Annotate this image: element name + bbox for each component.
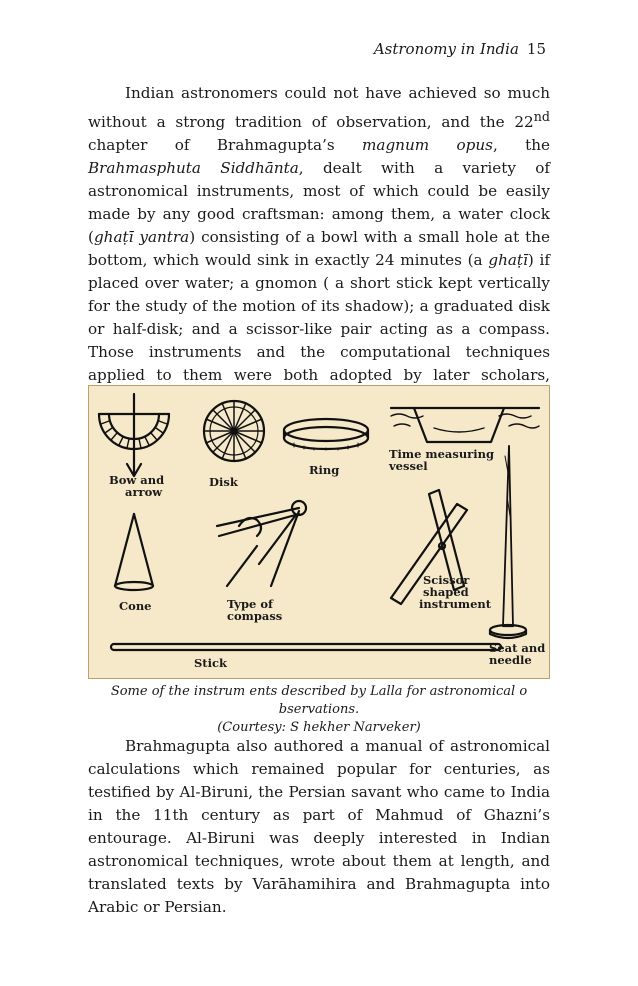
paragraph-instruments (88, 82, 550, 416)
header-title: Astronomy in India (373, 40, 519, 58)
label-stick: Stick (194, 656, 227, 670)
caption-line1: Some of the instrum ents described by Lalla for astronomical o bservations. (110, 684, 528, 717)
ring-drawing (284, 419, 368, 450)
p1-sup-nd: nd (533, 109, 550, 124)
compass-drawing (217, 501, 306, 586)
label-time-line1: Time measuring (389, 447, 495, 461)
time-vessel-drawing (391, 408, 539, 442)
instruments-drawing (89, 386, 551, 680)
p1-italic-siddhanta: Brahmasphuta Siddhānta (88, 159, 299, 178)
label-compass-line2: compass (227, 609, 283, 623)
label-scissor-line2: shaped (423, 585, 469, 599)
paragraph-manual (88, 735, 550, 919)
p1-text-1: Indian astronomers could not have achieved so much without a strong tradition of observation, and the 22 (88, 84, 550, 132)
page-number: 15 (526, 40, 546, 58)
label-scissor-line1: Scissor (423, 573, 470, 587)
stick-drawing (111, 644, 501, 650)
p1-text-5: ) consisting of a bowl with a small hole at the bottom, which would sink in exactly 24 minutes (a (88, 228, 550, 270)
label-bow-line1: Bow and (109, 473, 165, 487)
disk-drawing (204, 401, 264, 461)
label-scissor-line3: instrument (419, 597, 492, 611)
label-compass-line1: Type of (227, 597, 273, 611)
p1-text-4: , dealt with a variety of astronomical instruments, most of which could be easily made by any good craftsman: among them, a water clock ( (88, 159, 550, 247)
p2-text: Brahmagupta also authored a manual of astronomical calculations which remained popular for centuries, as testified by Al-Biruni, the Persian savant who came to India in the 11th century as part of Mahmud of Ghazni’s entourage. Al-Biruni was deeply interested in Indian astronomical techniques, wrote about them at length, and translated texts by Varāhamihira and Brahmagupta into Arabic or Persian. (88, 737, 550, 916)
p1-italic-ghati-yantra: ghaṭī yantra (93, 228, 190, 247)
seat-needle-drawing (490, 446, 526, 638)
running-header (374, 40, 546, 58)
caption-line2: (Courtesy: S hekher Narveker) (217, 720, 421, 735)
cone-drawing (115, 514, 153, 590)
p1-text-3: , the (492, 136, 550, 155)
label-seat-line1: Seat and (489, 641, 546, 655)
label-disk: Disk (209, 475, 238, 489)
instruments-figure (88, 385, 550, 679)
figure-caption (88, 683, 550, 737)
label-time-line2: vessel (389, 459, 428, 473)
p1-italic-magnum-opus: magnum opus (361, 136, 493, 155)
label-cone: Cone (119, 599, 152, 613)
p1-text-2: chapter of Brahmagupta’s (88, 136, 362, 155)
bow-and-arrow-drawing (99, 394, 169, 476)
p1-italic-ghati: ghaṭī (488, 251, 528, 270)
label-ring: Ring (309, 463, 340, 477)
p1-text-6: ) if placed over water; a gnomon ( a short stick kept vertically for the study of the motion of its shadow); a graduated disk or half-disk; and a scissor-like pair acting as a compass. Those instruments and the computational techniques applied to them were both adopted by later scholars, (88, 251, 551, 385)
label-seat-line2: needle (489, 653, 532, 667)
label-bow-line2: arrow (125, 485, 163, 499)
